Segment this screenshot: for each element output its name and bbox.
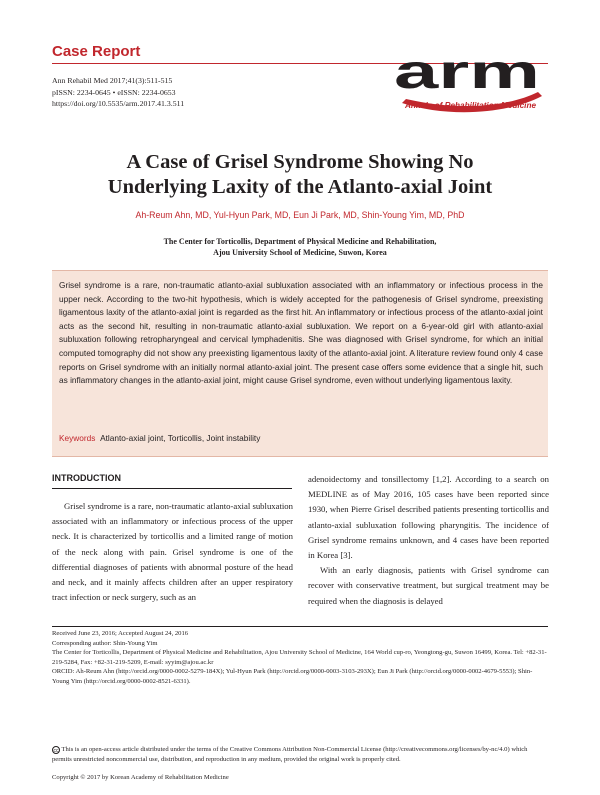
issn: pISSN: 2234-0645 • eISSN: 2234-0653: [52, 87, 176, 97]
doi-link[interactable]: https://doi.org/10.5535/arm.2017.41.3.511: [52, 99, 185, 108]
title-line-1: A Case of Grisel Syndrome Showing No: [126, 151, 474, 173]
article-type: Case Report: [52, 43, 141, 60]
affiliation-line-1: The Center for Torticollis, Department of Physical Medicine and Rehabilitation,: [163, 237, 437, 246]
journal-name: Annals of Rehabilitation Medicine: [405, 101, 537, 110]
received-dates: Received June 23, 2016; Accepted August 24, 2016: [52, 630, 189, 637]
keywords-label: Keywords: [59, 433, 96, 443]
keywords-text: Atlanto-axial joint, Torticollis, Joint instability: [100, 433, 261, 443]
citation: Ann Rehabil Med 2017;41(3):511-515: [52, 76, 173, 85]
orcid-list: ORCID: Ah-Reum Ahn (http://orcid.org/0000-0002-5279-184X); Yul-Hyun Park (http://orcid.org/0000-0003-3103-293X); Eun Ji Park (http://orcid.org/0000-0002-4679-5553); Shin-Young Yim (http://orcid.org/0000-0002-8521-6331).: [52, 668, 533, 685]
copyright: Copyright © 2017 by Korean Academy of Rehabilitation Medicine: [52, 774, 229, 781]
affiliation: [40, 236, 560, 258]
affiliation-line-2: Ajou University School of Medicine, Suwon, Korea: [213, 248, 387, 257]
footnotes: [52, 629, 548, 686]
corresponding-author: Corresponding author: Shin-Young Yim: [52, 639, 158, 647]
journal-info: [52, 75, 184, 110]
license-statement: [52, 745, 548, 764]
logo-wordmark: arm: [394, 52, 540, 99]
keywords: [59, 433, 260, 443]
author-list: Ah-Reum Ahn, MD, Yul-Hyun Park, MD, Eun Ji Park, MD, Shin-Young Yim, MD, PhD: [135, 210, 465, 220]
footnote-divider: [52, 626, 548, 627]
right-column: [308, 472, 549, 609]
intro-paragraph-1: Grisel syndrome is a rare, non-traumatic atlanto-axial subluxation associated with an inflammatory or infectious process of the upper neck. It is characterized by torticollis and a limited range of motion of the neck along with pain. Grisel syndrome is one of the differential diagnoses of patients with abnormal posture of the head and neck, and it mainly affects children after an upper respiratory tract infection or neck surgery, such as an: [52, 501, 293, 603]
title-line-2: Underlying Laxity of the Atlanto-axial Joint: [107, 176, 493, 198]
section-heading: INTRODUCTION: [52, 473, 121, 483]
creative-commons-icon: cc: [53, 748, 59, 754]
article-title: [40, 150, 560, 200]
section-divider: [52, 488, 292, 489]
intro-paragraph-2: With an early diagnosis, patients with Grisel syndrome can recover with conservative treatment, but surgical treatment may be required when the diagnosis is delayed: [308, 565, 549, 606]
license-text: This is an open-access article distributed under the terms of the Creative Commons Attribution Non-Commercial License (http://creativecommons.org/licenses/by-nc/4.0) which permits unrestricted noncommercial use, distribution, and reproduction in any medium, provided the original work is properly cited.: [52, 746, 528, 763]
left-column: [52, 499, 293, 605]
abstract-text: Grisel syndrome is a rare, non-traumatic atlanto-axial subluxation associated with an inflammatory or infectious process in the upper neck. According to the two-hit hypothesis, which is widely accepted for the pathogenesis of Grisel syndrome, preexisting ligamentous laxity of the atlanto-axial joint is regarded as the first hit. An inflammatory or infectious process of the atlanto-axial joint acts as the second hit, resulting in non-traumatic atlanto-axial subluxation. We report on a 6-year-old girl with atlanto-axial subluxation following retropharyngeal and cervical lymphadenitis. She was diagnosed with Grisel syndrome, for which an initial computed tomography did not show any preexisting ligamentous laxity of the atlanto-axial joint. A literature review found only 4 case reports on Grisel syndrome with an initially normal atlanto-axial joint. The present case offers some evidence that a single hit, such as inflammatory changes in the atlanto-axial joint, might cause Grisel syndrome, even without underlying ligamentous laxity.: [59, 280, 543, 386]
correspondence-address: The Center for Torticollis, Department of Physical Medicine and Rehabilitation, Ajou University School of Medicine, 164 World cup-ro, Yeongtong-gu, Suwon 16499, Korea. Tel: +82-31-219-5284, Fax: +82-31-219-5209, E-mail: syyim@ajou.ac.kr: [52, 649, 547, 666]
intro-paragraph-continued: adenoidectomy and tonsillectomy [1,2]. According to a search on MEDLINE as of May 2016, 105 cases have been reported since 1930, when Pierre Grisel described patients presenting torticollis and atlanto-axial subluxation following pharyngitis. The incidence of Grisel syndrome remains unknown, and 4 cases have been reported in Korea [3].: [308, 474, 549, 561]
